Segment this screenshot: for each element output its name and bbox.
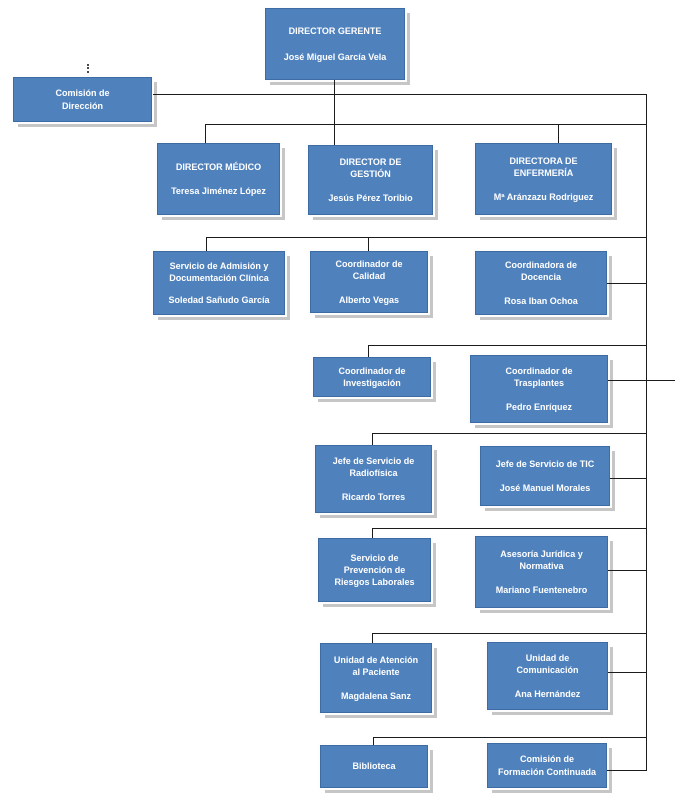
connector-stub-formacion <box>607 770 646 771</box>
org-node-directora-enfermeria <box>475 143 612 215</box>
node-title: Biblioteca <box>352 761 396 772</box>
connector-stub-biblioteca <box>373 737 374 745</box>
node-person: Alberto Vegas <box>338 294 400 305</box>
node-person: Teresa Jiménez López <box>171 185 266 196</box>
connector-row8-feeder <box>373 737 646 738</box>
connector-row7-feeder <box>372 633 646 634</box>
node-person: José Miguel García Vela <box>283 51 387 62</box>
node-person: Pedro Enríquez <box>505 401 572 412</box>
node-person: Magdalena Sanz <box>340 690 412 701</box>
node-title: DIRECTOR GERENTE <box>288 26 382 37</box>
connector-row3-feeder <box>206 237 646 238</box>
connector-comision-to-rail <box>153 94 646 95</box>
org-node-asesoria-juridica <box>475 536 608 608</box>
node-title: Asesoría Jurídica y Normativa <box>500 549 583 572</box>
org-node-coordinador-investigacion <box>313 357 431 397</box>
connector-stub-enfermeria <box>558 124 559 143</box>
connector-right-rail <box>646 94 647 771</box>
org-node-director-gestion <box>308 145 433 215</box>
connector-row5-feeder <box>372 433 646 434</box>
connector-row2-feeder <box>205 124 646 125</box>
node-title: Jefe de Servicio de Radiofísica <box>332 456 415 479</box>
connector-stub-comunicacion <box>608 672 646 673</box>
connector-stub-admision <box>206 237 207 251</box>
node-title: Servicio de Admisión y Documentación Clínica <box>169 261 269 284</box>
node-title: Unidad de Atención al Paciente <box>333 655 419 678</box>
org-node-unidad-comunicacion <box>487 642 608 710</box>
org-node-coordinador-calidad <box>310 251 428 313</box>
connector-stub-asesoria <box>608 570 646 571</box>
connector-gerente-down <box>334 80 335 145</box>
connector-stub-medico <box>205 124 206 143</box>
node-title: Servicio de Prevención de Riesgos Laborales <box>334 552 415 588</box>
node-person: Jesús Pérez Toribio <box>328 192 413 203</box>
connector-stub-radiofisica <box>372 433 373 445</box>
org-node-coordinadora-docencia <box>475 251 607 315</box>
node-title: Jefe de Servicio de TIC <box>495 459 595 470</box>
connector-stub-atencion <box>372 633 373 643</box>
connector-stub-investigacion <box>368 345 369 357</box>
connector-stub-tic <box>610 478 646 479</box>
connector-stub-prevencion <box>372 528 373 538</box>
node-title: Coordinadora de Docencia <box>504 260 577 283</box>
node-person: Rosa Iban Ochoa <box>504 295 578 306</box>
node-person: Mª Aránzazu Rodriguez <box>493 191 594 202</box>
org-node-director-medico <box>157 143 280 215</box>
org-node-comision-direccion <box>13 77 152 122</box>
anchor-mark <box>87 64 90 77</box>
org-node-jefe-tic <box>480 446 610 506</box>
org-node-atencion-paciente <box>320 643 432 713</box>
node-title: Comisión de Formación Continuada <box>497 754 596 777</box>
node-person: Ana Hernández <box>514 688 581 699</box>
org-node-jefe-radiofisica <box>315 445 432 513</box>
node-title: Coordinador de Trasplantes <box>505 366 573 389</box>
node-title: Coordinador de Investigación <box>338 365 406 388</box>
node-person: José Manuel Morales <box>499 482 591 493</box>
node-title: Unidad de Comunicación <box>516 653 579 676</box>
node-title: DIRECTOR DE GESTIÓN <box>339 157 402 180</box>
connector-stub-docencia <box>607 283 646 284</box>
node-title: Comisión de Dirección <box>55 88 110 111</box>
connector-row4-feeder <box>368 345 646 346</box>
node-person: Ricardo Torres <box>341 491 406 502</box>
org-node-biblioteca <box>320 745 428 788</box>
org-node-admision-documentacion <box>153 251 285 315</box>
org-node-coordinador-trasplantes <box>470 355 608 423</box>
node-title: DIRECTOR MÉDICO <box>175 162 262 173</box>
node-title: Coordinador de Calidad <box>335 259 403 282</box>
connector-row6-feeder <box>372 528 646 529</box>
node-person: Mariano Fuentenebro <box>495 584 588 595</box>
org-node-director-gerente <box>265 8 405 80</box>
org-node-prevencion-riesgos <box>318 538 431 602</box>
node-person: Soledad Sañudo García <box>168 294 270 305</box>
node-title: DIRECTORA DE ENFERMERÍA <box>509 156 578 179</box>
connector-stub-calidad <box>368 237 369 251</box>
connector-stub-trasplantes <box>608 380 675 381</box>
org-node-comision-formacion <box>487 743 607 788</box>
